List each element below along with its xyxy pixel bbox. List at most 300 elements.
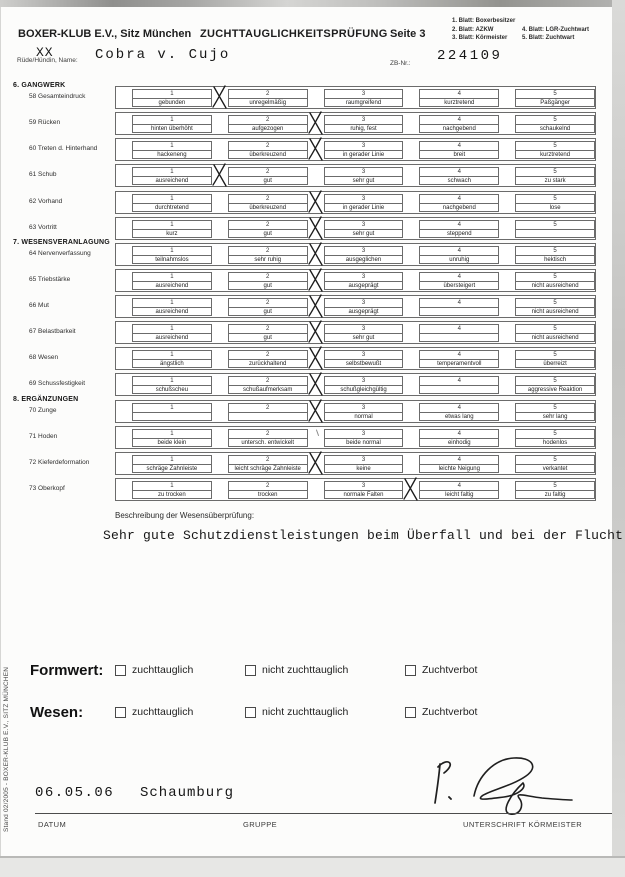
rating-option-cell — [419, 455, 499, 473]
rating-option-label: aufgezogen — [252, 126, 284, 132]
rating-option-label: leichte Neigung — [438, 466, 480, 472]
rating-option-label: nicht ausreichend — [531, 283, 579, 289]
rating-checkbox-cell[interactable] — [212, 244, 228, 265]
rating-scale-number: 2 — [229, 273, 307, 283]
rating-checkbox-cell[interactable] — [499, 427, 515, 448]
rating-scale-number: 2 — [229, 142, 307, 152]
rating-scale-number: 4 — [420, 168, 498, 178]
x-mark-icon — [307, 215, 325, 242]
rating-scale-number: 2 — [229, 430, 307, 440]
rating-row — [115, 347, 596, 370]
rating-option-label: überreizt — [543, 361, 567, 367]
rating-option-label: lose — [549, 205, 561, 211]
rating-option-label: ausreichend — [155, 178, 189, 184]
rating-scale-number: 2 — [229, 351, 307, 361]
rating-checkbox-cell[interactable] — [116, 453, 132, 474]
rating-option-label: normale Falten — [343, 492, 384, 498]
rating-option-cell — [228, 115, 308, 133]
rating-option-cell — [228, 324, 308, 342]
rating-checkbox-cell[interactable] — [403, 479, 419, 500]
rating-option-cell — [419, 272, 499, 290]
rating-option-cell — [419, 115, 499, 133]
rating-option-cell — [132, 298, 212, 316]
x-mark — [307, 398, 325, 425]
rating-option-cell — [515, 481, 595, 499]
rating-checkbox-cell[interactable] — [212, 270, 228, 291]
rating-scale-number: 4 — [420, 221, 498, 231]
rating-option-cell — [132, 220, 212, 238]
wesen-nicht-zuchttauglich-checkbox[interactable] — [245, 707, 256, 718]
rating-checkbox-cell[interactable] — [308, 270, 324, 291]
formwert-nicht-zuchttauglich-label: nicht zuchttauglich — [262, 664, 349, 676]
row-label: 65 Triebstärke — [29, 276, 71, 283]
x-mark — [307, 110, 325, 137]
rating-checkbox-cell[interactable] — [499, 87, 515, 108]
rating-checkbox-cell[interactable] — [403, 427, 419, 448]
rating-checkbox-cell[interactable] — [212, 87, 228, 108]
formwert-nicht-zuchttauglich-checkbox[interactable] — [245, 665, 256, 676]
rating-scale-number: 4 — [420, 142, 498, 152]
rating-option-cell — [228, 350, 308, 368]
rating-scale-number: 3 — [325, 221, 403, 231]
rating-scale-number: 3 — [325, 273, 403, 283]
rating-option-label: ausreichend — [155, 309, 189, 315]
rating-checkbox-cell[interactable] — [499, 113, 515, 134]
wesen-nicht-zuchttauglich-label: nicht zuchttauglich — [262, 706, 349, 718]
rating-option-label: hackeneng — [157, 152, 187, 158]
rating-checkbox-cell[interactable] — [212, 218, 228, 239]
rating-option-cell — [132, 324, 212, 342]
group-field-label: GRUPPE — [243, 820, 278, 829]
org-name: BOXER-KLUB E.V., Sitz München — [18, 28, 192, 40]
rating-checkbox-cell[interactable] — [116, 139, 132, 160]
rating-option-label — [420, 386, 498, 393]
rating-option-cell — [419, 167, 499, 185]
rating-checkbox-cell[interactable] — [116, 374, 132, 395]
formwert-zuchttauglich-checkbox[interactable] — [115, 665, 126, 676]
rating-option-label: teilnahmslos — [155, 257, 189, 263]
rating-option-cell — [132, 350, 212, 368]
rating-checkbox-cell[interactable] — [403, 192, 419, 213]
x-mark — [307, 319, 325, 346]
rating-option-label: zu stark — [544, 178, 566, 184]
x-mark — [307, 241, 325, 268]
rating-option-cell — [515, 429, 595, 447]
rating-checkbox-cell[interactable] — [308, 87, 324, 108]
rating-option-label: normal — [354, 414, 373, 420]
row-label: 72 Kieferdeformation — [29, 459, 90, 466]
rating-checkbox-cell[interactable] — [308, 374, 324, 395]
rating-checkbox-cell[interactable] — [212, 479, 228, 500]
rating-scale-number: 5 — [516, 430, 594, 440]
rating-option-label: kurz — [166, 231, 178, 237]
rating-option-label: hinten überhöht — [151, 126, 193, 132]
row-label: 61 Schub — [29, 171, 57, 178]
row-label: 71 Hoden — [29, 433, 58, 440]
rating-checkbox-cell[interactable] — [499, 322, 515, 343]
rating-option-cell — [515, 455, 595, 473]
row-label: 67 Belastbarkeit — [29, 328, 76, 335]
rating-checkbox-cell[interactable] — [308, 453, 324, 474]
rating-option-cell — [419, 141, 499, 159]
rating-scale-number: 1 — [133, 430, 211, 440]
rating-scale-number: 2 — [229, 221, 307, 231]
rating-option-label: schräge Zahnleiste — [146, 466, 198, 472]
rating-checkbox-cell[interactable] — [403, 165, 419, 186]
rating-checkbox-cell[interactable] — [403, 453, 419, 474]
rating-option-label: keine — [356, 466, 371, 472]
rating-scale-number: 3 — [325, 142, 403, 152]
rating-checkbox-cell[interactable] — [403, 296, 419, 317]
zb-number-label: ZB-Nr.: — [390, 60, 411, 67]
rating-scale-number: 5 — [516, 351, 594, 361]
rating-option-label: sehr ruhig — [254, 257, 282, 263]
signature-field-label: UNTERSCHRIFT KÖRMEISTER — [463, 820, 583, 829]
rating-option-cell — [324, 167, 404, 185]
rating-checkbox-cell[interactable] — [499, 192, 515, 213]
rating-checkbox-cell[interactable] — [499, 296, 515, 317]
rating-option-label: durchtretend — [155, 205, 189, 211]
rating-option-cell — [515, 350, 595, 368]
rating-scale-number: 1 — [133, 377, 211, 387]
rating-scale-number: 2 — [229, 90, 307, 100]
rating-row — [115, 112, 596, 135]
rating-checkbox-cell[interactable] — [308, 401, 324, 422]
rating-option-label: übersteigert — [443, 283, 476, 289]
rating-checkbox-cell[interactable] — [116, 296, 132, 317]
rating-scale-number: 4 — [420, 90, 498, 100]
rating-option-cell — [515, 272, 595, 290]
rating-option-label: kurztretend — [444, 100, 475, 106]
rating-option-cell — [324, 481, 404, 499]
x-mark-icon — [307, 136, 325, 163]
sex-crossout-mark: XX — [36, 45, 54, 60]
rating-option-cell — [132, 194, 212, 212]
dog-name-value: Cobra v. Cujo — [95, 47, 231, 63]
rating-checkbox-cell[interactable] — [403, 87, 419, 108]
x-mark — [307, 450, 325, 477]
scan-edge-bottom — [0, 856, 625, 877]
formwert-zuchtverbot-checkbox[interactable] — [405, 665, 416, 676]
rating-checkbox-cell[interactable] — [116, 192, 132, 213]
rating-checkbox-cell[interactable] — [116, 113, 132, 134]
rating-scale-number: 1 — [133, 482, 211, 492]
rating-option-label: beide klein — [157, 440, 187, 446]
rating-checkbox-cell[interactable] — [308, 296, 324, 317]
rating-option-label — [229, 413, 307, 420]
rating-scale-number: 1 — [133, 299, 211, 309]
wesen-zuchttauglich-checkbox[interactable] — [115, 707, 126, 718]
rating-row — [115, 426, 596, 449]
rating-scale-number: 4 — [420, 377, 498, 387]
rating-checkbox-cell[interactable] — [308, 479, 324, 500]
rating-scale-number: 4 — [420, 482, 498, 492]
rating-option-label: sehr gut — [352, 335, 375, 341]
row-label: 69 Schussfestigkeit — [29, 380, 86, 387]
rating-option-label: in gerader Linie — [342, 205, 385, 211]
rating-scale-number: 2 — [229, 482, 307, 492]
rating-checkbox-cell[interactable] — [308, 165, 324, 186]
copy-distribution-list-2 — [522, 26, 589, 43]
rating-option-label: raumgreifend — [345, 100, 382, 106]
rating-checkbox-cell[interactable] — [499, 348, 515, 369]
rating-checkbox-cell[interactable] — [403, 244, 419, 265]
x-mark — [307, 189, 325, 216]
rating-option-label: überkreuzend — [249, 152, 287, 158]
rating-scale-number: 2 — [229, 404, 307, 414]
rating-scale-number: 3 — [325, 377, 403, 387]
rating-option-cell — [228, 141, 308, 159]
rating-option-label: kurztretend — [540, 152, 571, 158]
rating-checkbox-cell[interactable] — [403, 374, 419, 395]
rating-checkbox-cell[interactable] — [212, 348, 228, 369]
rating-option-label: ausgeglichen — [345, 257, 382, 263]
rating-checkbox-cell[interactable] — [212, 139, 228, 160]
rating-scale-number: 1 — [133, 168, 211, 178]
rating-scale-number: 4 — [420, 430, 498, 440]
rating-scale-number: 1 — [133, 90, 211, 100]
wesen-description-value: Sehr gute Schutzdienstleistungen beim Überfall und bei der Flucht — [103, 528, 624, 543]
rating-option-cell — [228, 167, 308, 185]
rating-checkbox-cell[interactable] — [403, 270, 419, 291]
rating-checkbox-cell[interactable] — [499, 165, 515, 186]
signature — [422, 750, 617, 822]
x-mark-icon — [307, 241, 325, 268]
rating-option-label: zu trocken — [158, 492, 186, 498]
rating-checkbox-cell[interactable] — [116, 427, 132, 448]
rating-option-cell — [324, 246, 404, 264]
rating-option-label: ausgeprägt — [348, 283, 379, 289]
form-title: ZUCHTTAUGLICHKEITSPRÜFUNG — [200, 28, 388, 40]
rating-scale-number: 3 — [325, 195, 403, 205]
row-label: 70 Zunge — [29, 407, 57, 414]
rating-checkbox-cell[interactable] — [212, 296, 228, 317]
rating-option-cell — [324, 141, 404, 159]
rating-option-label: leicht schräge Zahnleiste — [234, 466, 301, 472]
rating-option-label: nachgebend — [442, 126, 476, 132]
rating-checkbox-cell[interactable] — [499, 479, 515, 500]
rating-checkbox-cell[interactable] — [212, 374, 228, 395]
rating-checkbox-cell[interactable] — [308, 244, 324, 265]
rating-checkbox-cell[interactable] — [212, 192, 228, 213]
rating-checkbox-cell[interactable] — [308, 113, 324, 134]
rating-checkbox-cell[interactable] — [116, 218, 132, 239]
stray-mark-icon — [313, 429, 322, 438]
rating-option-label: nachgebend — [442, 205, 476, 211]
rating-scale-number: 5 — [516, 456, 594, 466]
rating-option-label: überkreuzend — [249, 205, 287, 211]
rating-option-cell — [515, 220, 595, 238]
rating-checkbox-cell[interactable] — [308, 322, 324, 343]
rating-option-cell — [324, 89, 404, 107]
rating-option-label: schwach — [447, 178, 471, 184]
x-mark-icon — [307, 450, 325, 477]
rating-option-label: selbstbewußt — [345, 361, 382, 367]
rating-checkbox-cell[interactable] — [403, 113, 419, 134]
rating-scale-number: 2 — [229, 116, 307, 126]
rating-option-label: ausgeprägt — [348, 309, 379, 315]
rating-checkbox-cell[interactable] — [308, 427, 324, 448]
rating-checkbox-cell[interactable] — [116, 401, 132, 422]
rating-scale-number: 5 — [516, 116, 594, 126]
section-header: 6. GANGWERK — [13, 82, 66, 89]
x-mark — [307, 136, 325, 163]
rating-checkbox-cell[interactable] — [116, 479, 132, 500]
rating-checkbox-cell[interactable] — [308, 348, 324, 369]
rating-option-cell — [419, 246, 499, 264]
rating-scale-number: 5 — [516, 142, 594, 152]
rating-option-label: schußaufmerksam — [243, 387, 293, 393]
x-mark — [402, 476, 420, 503]
rating-checkbox-cell[interactable] — [499, 139, 515, 160]
rating-option-label: gut — [263, 178, 272, 184]
rating-option-label: beide normal — [346, 440, 381, 446]
rating-checkbox-cell[interactable] — [212, 322, 228, 343]
rating-checkbox-cell[interactable] — [212, 165, 228, 186]
rating-scale-number: 5 — [516, 168, 594, 178]
rating-checkbox-cell[interactable] — [403, 218, 419, 239]
rating-option-cell — [228, 481, 308, 499]
rating-scale-number: 2 — [229, 377, 307, 387]
rating-option-cell — [228, 89, 308, 107]
formwert-zuchtverbot-label: Zuchtverbot — [422, 664, 478, 676]
rating-row — [115, 373, 596, 396]
rating-option-label: einhodig — [447, 440, 471, 446]
rating-checkbox-cell[interactable] — [499, 401, 515, 422]
rating-option-cell — [324, 115, 404, 133]
rating-scale-number: 1 — [133, 247, 211, 257]
rating-checkbox-cell[interactable] — [116, 87, 132, 108]
wesen-zuchttauglich-label: zuchttauglich — [132, 706, 194, 718]
rating-scale-number: 4 — [420, 195, 498, 205]
rating-option-cell — [515, 298, 595, 316]
rating-option-cell — [419, 376, 499, 394]
rating-option-label: temperamentvoll — [437, 361, 482, 367]
rating-scale-number: 3 — [325, 90, 403, 100]
rating-option-label: ausreichend — [155, 283, 189, 289]
rating-option-cell — [515, 141, 595, 159]
rating-option-cell — [132, 89, 212, 107]
copy-line: 5. Blatt: Zuchtwart — [522, 35, 575, 41]
rating-checkbox-cell[interactable] — [499, 218, 515, 239]
rating-scale-number: 5 — [516, 247, 594, 257]
rating-option-cell — [228, 194, 308, 212]
rating-scale-number: 4 — [420, 325, 498, 335]
rating-scale-number: 5 — [516, 482, 594, 492]
wesen-label: Wesen: — [30, 704, 84, 721]
rating-option-cell — [228, 272, 308, 290]
rating-checkbox-cell[interactable] — [212, 113, 228, 134]
row-label: 62 Vorhand — [29, 198, 63, 205]
rating-scale-number: 4 — [420, 351, 498, 361]
rating-checkbox-cell[interactable] — [212, 453, 228, 474]
formwert-zuchttauglich-label: zuchttauglich — [132, 664, 194, 676]
x-mark-icon — [307, 110, 325, 137]
rating-option-label: hektisch — [544, 257, 567, 263]
rating-checkbox-cell[interactable] — [116, 165, 132, 186]
date-value: 06.05.06 — [35, 785, 115, 801]
rating-row — [115, 217, 596, 240]
rating-checkbox-cell[interactable] — [308, 218, 324, 239]
rating-row — [115, 138, 596, 161]
rating-scale-number: 2 — [229, 299, 307, 309]
rating-scale-number: 1 — [133, 404, 211, 414]
rating-checkbox-cell[interactable] — [499, 374, 515, 395]
rating-scale-number: 3 — [325, 351, 403, 361]
rating-option-cell — [419, 194, 499, 212]
rating-scale-number: 1 — [133, 221, 211, 231]
rating-scale-number: 3 — [325, 116, 403, 126]
rating-checkbox-cell[interactable] — [403, 139, 419, 160]
wesen-zuchtverbot-checkbox[interactable] — [405, 707, 416, 718]
rating-checkbox-cell[interactable] — [116, 348, 132, 369]
rating-checkbox-cell[interactable] — [116, 270, 132, 291]
rating-checkbox-cell[interactable] — [403, 348, 419, 369]
rating-checkbox-cell[interactable] — [403, 322, 419, 343]
rating-option-cell — [228, 220, 308, 238]
rating-option-cell — [228, 246, 308, 264]
rating-scale-number: 3 — [325, 247, 403, 257]
row-label: 60 Treten d. Hinterhand — [29, 145, 98, 152]
rating-option-label — [133, 413, 211, 420]
rating-option-cell — [228, 429, 308, 447]
rating-checkbox-cell[interactable] — [499, 270, 515, 291]
rating-option-label: unruhig — [449, 257, 470, 263]
rating-checkbox-cell[interactable] — [403, 401, 419, 422]
rating-row — [115, 478, 596, 501]
rating-option-cell — [324, 324, 404, 342]
rating-option-cell — [132, 403, 212, 421]
rating-option-cell — [324, 455, 404, 473]
rating-checkbox-cell[interactable] — [116, 244, 132, 265]
row-label: 64 Nervenverfassung — [29, 250, 91, 257]
rating-scale-number: 5 — [516, 325, 594, 335]
rating-scale-number: 2 — [229, 456, 307, 466]
x-mark — [211, 84, 229, 111]
rating-option-label: etwas lang — [444, 414, 474, 420]
x-mark-icon — [307, 267, 325, 294]
rating-option-cell — [324, 403, 404, 421]
rating-checkbox-cell[interactable] — [116, 322, 132, 343]
x-mark-icon — [307, 345, 325, 372]
rating-checkbox-cell[interactable] — [212, 427, 228, 448]
rating-checkbox-cell[interactable] — [499, 453, 515, 474]
form-revision-sidebar-text: Stand 02/2005 - BOXER-KLUB E.V., SITZ MÜNCHEN — [3, 666, 10, 832]
rating-scale-number: 4 — [420, 299, 498, 309]
x-mark-icon — [307, 293, 325, 320]
rating-option-cell — [132, 481, 212, 499]
section-header: 8. ERGÄNZUNGEN — [13, 396, 79, 403]
rating-checkbox-cell[interactable] — [499, 244, 515, 265]
rating-option-cell — [132, 376, 212, 394]
rating-option-cell — [324, 220, 404, 238]
rating-option-label: ängstlich — [160, 361, 184, 367]
rating-scale-number: 1 — [133, 195, 211, 205]
rating-scale-number: 3 — [325, 168, 403, 178]
x-mark-icon — [307, 189, 325, 216]
rating-scale-number: 1 — [133, 351, 211, 361]
rating-checkbox-cell[interactable] — [212, 401, 228, 422]
rating-checkbox-cell[interactable] — [308, 139, 324, 160]
rating-option-cell — [132, 167, 212, 185]
rating-option-label: verkantet — [542, 466, 568, 472]
rating-option-label: untersch. entwickelt — [241, 440, 295, 446]
rating-option-cell — [515, 167, 595, 185]
rating-scale-number: 5 — [516, 195, 594, 205]
rating-option-cell — [132, 272, 212, 290]
page-number: Seite 3 — [390, 28, 426, 40]
rating-checkbox-cell[interactable] — [308, 192, 324, 213]
